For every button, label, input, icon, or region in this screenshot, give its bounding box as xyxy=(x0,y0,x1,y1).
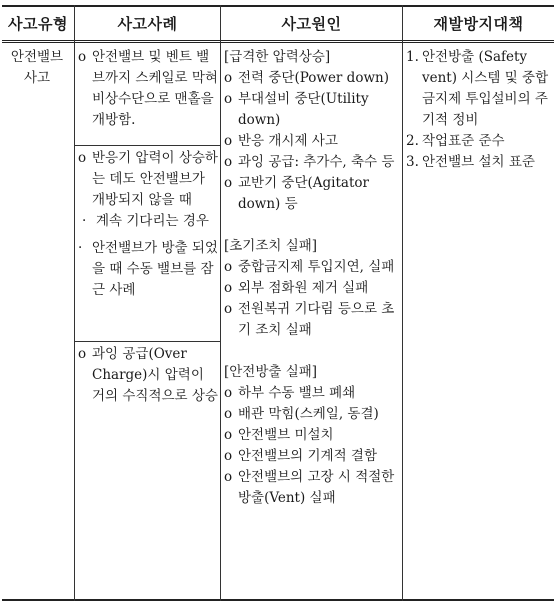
cause-item xyxy=(224,152,400,173)
case-text: 안전밸브 및 벤트 밸브까지 스케일로 막혀 비상수단으로 맨홀을 개방함. xyxy=(92,49,218,128)
cause-cell xyxy=(224,47,400,509)
cause-section-title: [초기조치 실패] xyxy=(224,238,318,254)
cause-item xyxy=(224,299,400,341)
case-sub-item xyxy=(78,211,218,232)
case-sub-text: 안전밸브가 방출 되었을 때 수동 밸브를 잠근 사례 xyxy=(92,240,218,298)
measure-number: 3. xyxy=(406,154,419,170)
cause-text: 부대설비 중단(Utility down) xyxy=(238,91,369,128)
accident-table xyxy=(2,2,554,602)
case-item xyxy=(78,47,218,131)
measure-cell xyxy=(406,47,550,173)
bullet-marker: o xyxy=(78,49,87,65)
header-accident-case: 사고사례 xyxy=(117,14,178,33)
case-sub-item xyxy=(78,238,218,301)
case-item xyxy=(78,344,218,407)
cause-text: 하부 수동 밸브 폐쇄 xyxy=(238,385,356,401)
measure-item xyxy=(406,152,550,173)
measure-item xyxy=(406,47,550,131)
measure-text: 안전밸브 설치 표준 xyxy=(422,154,535,170)
case-cell-2 xyxy=(78,148,218,301)
cause-item xyxy=(224,383,400,404)
bullet-marker: o xyxy=(224,154,233,170)
cause-text: 전력 중단(Power down) xyxy=(238,70,389,86)
cause-text: 안전밸브 미설치 xyxy=(238,427,334,443)
measure-item xyxy=(406,131,550,152)
bullet-marker: o xyxy=(224,448,233,464)
case-sub-text: 계속 기다리는 경우 xyxy=(96,213,209,229)
cause-item xyxy=(224,278,400,299)
cause-item xyxy=(224,467,400,509)
header-prevention-measure: 재발방지대책 xyxy=(433,14,524,33)
case-text: 과잉 공급(Over Charge)시 압력이 거의 수직적으로 상승 xyxy=(92,346,218,404)
column-divider xyxy=(74,5,75,601)
cause-item xyxy=(224,425,400,446)
measure-number: 1. xyxy=(406,49,419,65)
measure-text: 작업표준 준수 xyxy=(422,133,505,149)
cause-item xyxy=(224,257,400,278)
case-text: 반응기 압력이 상승하는 데도 안전밸브가 개방되지 않을 때 xyxy=(92,150,218,208)
bullet-marker: o xyxy=(224,259,233,275)
case-divider xyxy=(75,145,220,146)
accident-type-cell: 안전밸브 사고 xyxy=(10,49,64,86)
cause-text: 중합금지제 투입지연, 실패 xyxy=(238,259,395,275)
cause-item xyxy=(224,131,400,152)
case-cell-3 xyxy=(78,344,218,407)
bullet-marker: o xyxy=(224,280,233,296)
dot-marker: · xyxy=(82,213,87,229)
table-bottom-border xyxy=(2,599,554,601)
bullet-marker: o xyxy=(224,385,233,401)
bullet-marker: o xyxy=(78,346,87,362)
header-accident-type: 사고유형 xyxy=(8,14,68,33)
cause-section-title: [급격한 압력상승] xyxy=(224,49,331,65)
cause-text: 반응 개시제 사고 xyxy=(238,133,338,149)
measure-text: 안전방출 (Safety vent) 시스템 및 중합금지제 투입설비의 주기적 정비 xyxy=(422,49,549,128)
bullet-marker: o xyxy=(224,175,233,191)
measure-number: 2. xyxy=(406,133,419,149)
cause-item xyxy=(224,446,400,467)
cause-text: 과잉 공급: 추가수, 축수 등 xyxy=(238,154,395,170)
cause-text: 안전밸브의 고장 시 적절한 방출(Vent) 실패 xyxy=(238,469,395,506)
bullet-marker: o xyxy=(224,427,233,443)
case-item xyxy=(78,148,218,211)
column-divider xyxy=(402,5,403,601)
bullet-marker: o xyxy=(78,150,87,166)
header-double-border xyxy=(2,40,554,43)
case-cell-1 xyxy=(78,47,218,131)
cause-text: 배관 막힘(스케일, 동결) xyxy=(238,406,379,422)
bullet-marker: o xyxy=(224,406,233,422)
cause-item xyxy=(224,68,400,89)
cause-item xyxy=(224,404,400,425)
bullet-marker: o xyxy=(224,133,233,149)
bullet-marker: o xyxy=(224,91,233,107)
cause-section-title: [안전방출 실패] xyxy=(224,364,318,380)
header-accident-cause: 사고원인 xyxy=(281,14,342,33)
cause-text: 전원복귀 기다림 등으로 초기 조치 실패 xyxy=(238,301,395,338)
bullet-marker: o xyxy=(224,469,233,485)
bullet-marker: o xyxy=(224,301,233,317)
dot-marker: · xyxy=(78,240,83,256)
cause-text: 외부 점화원 제거 실패 xyxy=(238,280,369,296)
bullet-marker: o xyxy=(224,70,233,86)
column-divider xyxy=(220,5,221,601)
case-divider xyxy=(75,341,220,342)
cause-text: 교반기 중단(Agitator down) 등 xyxy=(238,175,369,212)
cause-item xyxy=(224,89,400,131)
cause-text: 안전밸브의 기계적 결함 xyxy=(238,448,377,464)
cause-item xyxy=(224,173,400,215)
